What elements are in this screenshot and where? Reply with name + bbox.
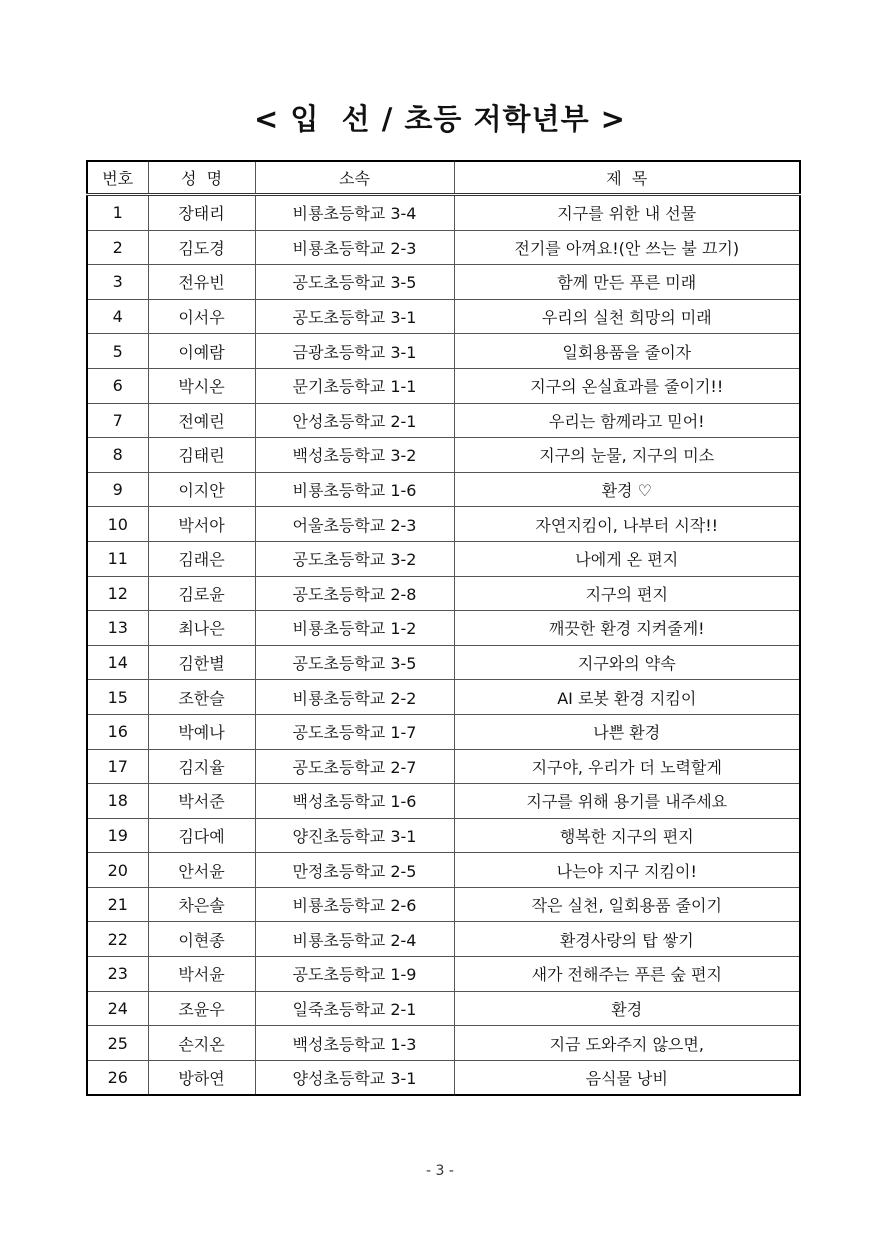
table-row [87, 887, 800, 922]
table-row [87, 749, 800, 784]
cell-subject: 깨끗한 환경 지켜줄게! [454, 611, 800, 646]
cell-affiliation: 공도초등학교 1-9 [255, 957, 454, 992]
cell-affiliation: 공도초등학교 2-7 [255, 749, 454, 784]
cell-affiliation: 비룡초등학교 2-4 [255, 922, 454, 957]
cell-name: 김태린 [148, 438, 255, 473]
cell-affiliation: 문기초등학교 1-1 [255, 368, 454, 403]
cell-affiliation: 공도초등학교 3-2 [255, 541, 454, 576]
table-row [87, 922, 800, 957]
cell-name: 김지율 [148, 749, 255, 784]
cell-subject: 지구의 편지 [454, 576, 800, 611]
award-table [86, 160, 801, 1096]
cell-affiliation: 공도초등학교 3-5 [255, 265, 454, 300]
table-row [87, 299, 800, 334]
cell-name: 박서윤 [148, 957, 255, 992]
cell-number: 5 [87, 334, 148, 369]
cell-number: 16 [87, 714, 148, 749]
cell-subject: 환경 ♡ [454, 472, 800, 507]
cell-name: 박서준 [148, 784, 255, 819]
table-body [87, 195, 800, 1096]
cell-number: 8 [87, 438, 148, 473]
header-subject: 제 목 [454, 161, 800, 195]
cell-subject: 음식물 낭비 [454, 1060, 800, 1095]
table-row [87, 265, 800, 300]
cell-name: 박서아 [148, 507, 255, 542]
cell-name: 최나은 [148, 611, 255, 646]
cell-number: 19 [87, 818, 148, 853]
cell-name: 이예람 [148, 334, 255, 369]
cell-affiliation: 양진초등학교 3-1 [255, 818, 454, 853]
cell-number: 4 [87, 299, 148, 334]
cell-subject: 우리의 실천 희망의 미래 [454, 299, 800, 334]
cell-number: 14 [87, 645, 148, 680]
table-row [87, 1026, 800, 1061]
cell-name: 안서윤 [148, 853, 255, 888]
cell-name: 조한슬 [148, 680, 255, 715]
cell-subject: 지구야, 우리가 더 노력할게 [454, 749, 800, 784]
header-name: 성 명 [148, 161, 255, 195]
table-row [87, 818, 800, 853]
cell-name: 김다예 [148, 818, 255, 853]
cell-name: 전유빈 [148, 265, 255, 300]
cell-number: 6 [87, 368, 148, 403]
cell-subject: 일회용품을 줄이자 [454, 334, 800, 369]
cell-subject: 작은 실천, 일회용품 줄이기 [454, 887, 800, 922]
cell-affiliation: 비룡초등학교 2-6 [255, 887, 454, 922]
table-row [87, 334, 800, 369]
cell-subject: 행복한 지구의 편지 [454, 818, 800, 853]
table-row [87, 957, 800, 992]
cell-name: 차은솔 [148, 887, 255, 922]
cell-number: 2 [87, 230, 148, 265]
cell-number: 13 [87, 611, 148, 646]
cell-affiliation: 안성초등학교 2-1 [255, 403, 454, 438]
cell-name: 이현종 [148, 922, 255, 957]
table-row [87, 230, 800, 265]
cell-subject: 환경사랑의 탑 쌓기 [454, 922, 800, 957]
cell-number: 12 [87, 576, 148, 611]
table-row [87, 541, 800, 576]
cell-affiliation: 공도초등학교 1-7 [255, 714, 454, 749]
table-row [87, 991, 800, 1026]
cell-name: 이서우 [148, 299, 255, 334]
cell-subject: 함께 만든 푸른 미래 [454, 265, 800, 300]
cell-affiliation: 공도초등학교 3-5 [255, 645, 454, 680]
cell-name: 방하연 [148, 1060, 255, 1095]
cell-subject: 지구와의 약속 [454, 645, 800, 680]
table-row [87, 368, 800, 403]
cell-subject: 지구를 위해 용기를 내주세요 [454, 784, 800, 819]
table-row [87, 507, 800, 542]
cell-affiliation: 비룡초등학교 2-2 [255, 680, 454, 715]
cell-number: 7 [87, 403, 148, 438]
cell-subject: 지구를 위한 내 선물 [454, 195, 800, 231]
cell-number: 23 [87, 957, 148, 992]
cell-subject: 나는야 지구 지킴이! [454, 853, 800, 888]
cell-affiliation: 공도초등학교 2-8 [255, 576, 454, 611]
cell-name: 박예나 [148, 714, 255, 749]
cell-affiliation: 어울초등학교 2-3 [255, 507, 454, 542]
cell-subject: 환경 [454, 991, 800, 1026]
cell-number: 15 [87, 680, 148, 715]
cell-number: 21 [87, 887, 148, 922]
cell-number: 11 [87, 541, 148, 576]
page-title: < 입 선 / 초등 저학년부 > [254, 102, 626, 136]
cell-subject: 나에게 온 편지 [454, 541, 800, 576]
cell-affiliation: 비룡초등학교 3-4 [255, 195, 454, 231]
table-row [87, 680, 800, 715]
cell-number: 3 [87, 265, 148, 300]
cell-subject: 지금 도와주지 않으면, [454, 1026, 800, 1061]
table-row [87, 576, 800, 611]
cell-name: 장태리 [148, 195, 255, 231]
cell-number: 10 [87, 507, 148, 542]
cell-affiliation: 비룡초등학교 1-6 [255, 472, 454, 507]
cell-subject: 우리는 함께라고 믿어! [454, 403, 800, 438]
cell-name: 김한별 [148, 645, 255, 680]
table-row [87, 714, 800, 749]
table-row [87, 403, 800, 438]
cell-number: 18 [87, 784, 148, 819]
table-row [87, 784, 800, 819]
cell-affiliation: 공도초등학교 3-1 [255, 299, 454, 334]
table-row [87, 1060, 800, 1095]
cell-number: 22 [87, 922, 148, 957]
cell-affiliation: 백성초등학교 3-2 [255, 438, 454, 473]
page-number: - 3 - [426, 1163, 454, 1179]
cell-subject: 새가 전해주는 푸른 숲 편지 [454, 957, 800, 992]
cell-name: 박시온 [148, 368, 255, 403]
cell-subject: 지구의 온실효과를 줄이기!! [454, 368, 800, 403]
cell-name: 이지안 [148, 472, 255, 507]
cell-name: 전예린 [148, 403, 255, 438]
table-row [87, 438, 800, 473]
cell-number: 9 [87, 472, 148, 507]
cell-subject: 전기를 아껴요!(안 쓰는 불 끄기) [454, 230, 800, 265]
cell-subject: 지구의 눈물, 지구의 미소 [454, 438, 800, 473]
cell-subject: 나쁜 환경 [454, 714, 800, 749]
cell-affiliation: 백성초등학교 1-3 [255, 1026, 454, 1061]
cell-name: 김래은 [148, 541, 255, 576]
table-row [87, 611, 800, 646]
cell-number: 24 [87, 991, 148, 1026]
table-row [87, 195, 800, 231]
cell-subject: AI 로봇 환경 지킴이 [454, 680, 800, 715]
cell-number: 20 [87, 853, 148, 888]
cell-affiliation: 백성초등학교 1-6 [255, 784, 454, 819]
header-number: 번호 [87, 161, 148, 195]
table-row [87, 472, 800, 507]
cell-number: 17 [87, 749, 148, 784]
cell-name: 조윤우 [148, 991, 255, 1026]
cell-name: 손지온 [148, 1026, 255, 1061]
cell-affiliation: 만정초등학교 2-5 [255, 853, 454, 888]
cell-subject: 자연지킴이, 나부터 시작!! [454, 507, 800, 542]
cell-name: 김로윤 [148, 576, 255, 611]
header-affiliation: 소속 [255, 161, 454, 195]
cell-number: 1 [87, 195, 148, 231]
cell-number: 25 [87, 1026, 148, 1061]
cell-number: 26 [87, 1060, 148, 1095]
cell-affiliation: 양성초등학교 3-1 [255, 1060, 454, 1095]
cell-affiliation: 비룡초등학교 2-3 [255, 230, 454, 265]
cell-name: 김도경 [148, 230, 255, 265]
cell-affiliation: 비룡초등학교 1-2 [255, 611, 454, 646]
table-header-row [87, 161, 800, 195]
cell-affiliation: 금광초등학교 3-1 [255, 334, 454, 369]
table-row [87, 853, 800, 888]
table-row [87, 645, 800, 680]
cell-affiliation: 일죽초등학교 2-1 [255, 991, 454, 1026]
